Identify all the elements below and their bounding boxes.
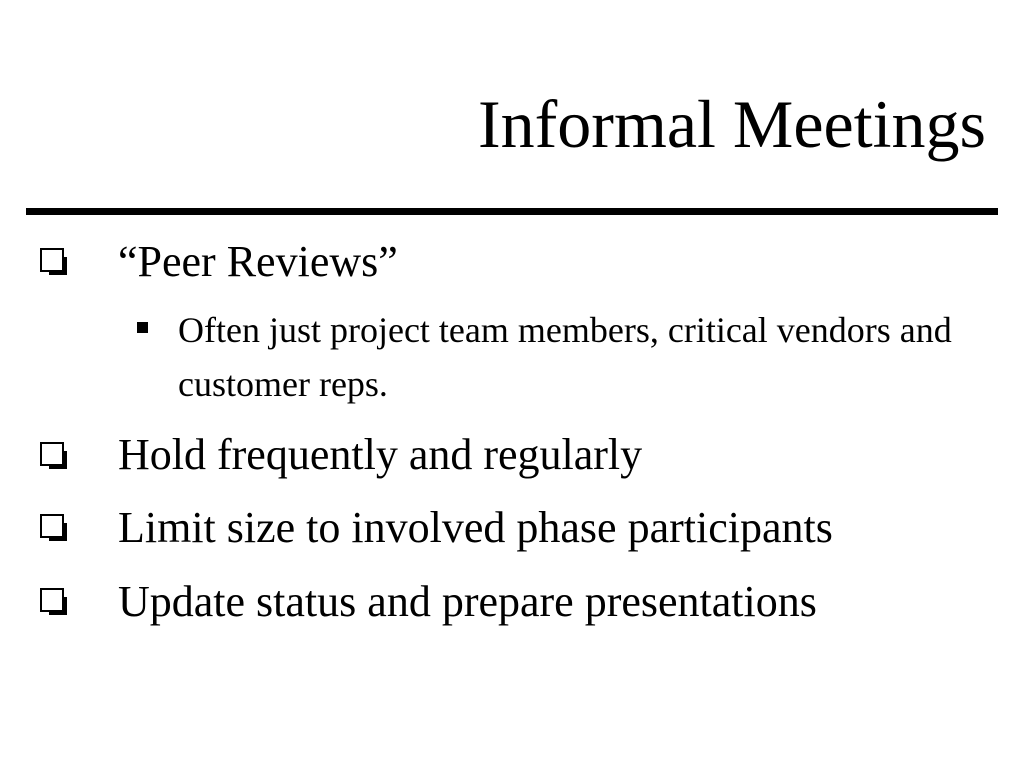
bullet-limit-size: Limit size to involved phase participants [118, 503, 833, 552]
hollow-square-box-icon [40, 588, 68, 616]
hollow-square-box-icon [40, 442, 68, 470]
hollow-square-box-icon [40, 514, 68, 542]
filled-square-icon [137, 322, 148, 333]
bullet-peer-reviews: “Peer Reviews” [118, 237, 398, 286]
slide-title: Informal Meetings [478, 86, 986, 162]
bullet-hold-frequently: Hold frequently and regularly [118, 430, 643, 479]
hollow-square-box-icon [40, 248, 68, 276]
title-divider [26, 208, 998, 215]
bullet-update-status: Update status and prepare presentations [118, 577, 817, 626]
sub-bullet-peer-reviews: Often just project team members, critical vendors and customer reps. [178, 310, 952, 404]
